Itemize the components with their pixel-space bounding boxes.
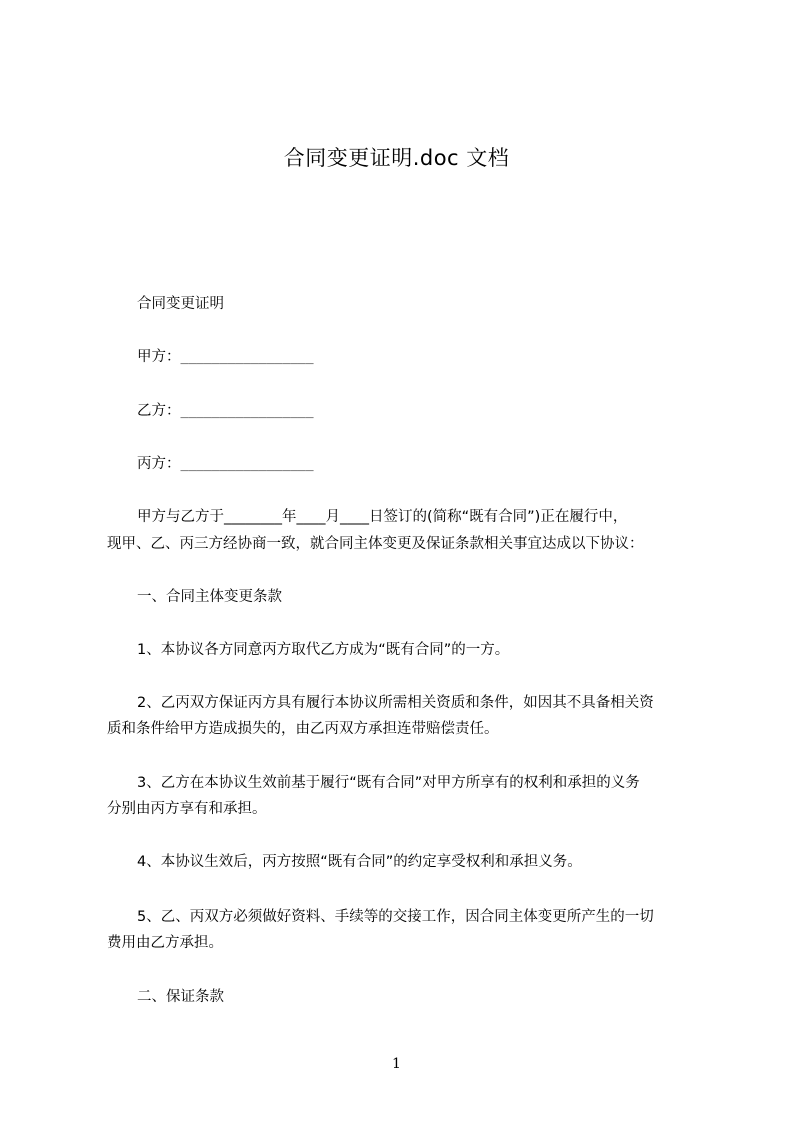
- party-c-field: [137, 452, 314, 473]
- party-a-label: 甲方：: [137, 349, 181, 365]
- party-a-blank: _________________: [180, 350, 314, 365]
- party-c-label: 丙方：: [137, 456, 181, 472]
- document-title: 合同变更证明.doc 文档: [283, 146, 510, 170]
- party-b-label: 乙方：: [137, 403, 181, 419]
- clause-3-line-2: 分别由丙方享有和承担。: [107, 801, 267, 817]
- party-b-blank: _________________: [180, 404, 314, 419]
- intro-paragraph-line-1: 甲方与乙方于________年____月____日签订的(简称“既有合同”)正在履行中，: [137, 509, 628, 525]
- clause-2-line-1: 2、乙丙双方保证丙方具有履行本协议所需相关资质和条件，如因其不具备相关资: [137, 695, 654, 711]
- intro-paragraph-line-2: 现甲、乙、丙三方经协商一致，就合同主体变更及保证条款相关事宜达成以下协议：: [107, 536, 644, 552]
- party-a-field: [137, 345, 314, 366]
- clause-1: 1、本协议各方同意丙方取代乙方成为“既有合同”的一方。: [137, 642, 510, 658]
- party-b-field: [137, 399, 314, 420]
- document-heading: 合同变更证明: [137, 296, 224, 312]
- clause-5-line-2: 费用由乙方承担。: [107, 935, 223, 951]
- clause-5-line-1: 5、乙、丙双方必须做好资料、手续等的交接工作，因合同主体变更所产生的一切: [137, 909, 654, 925]
- section-1-title: 一、合同主体变更条款: [137, 589, 282, 605]
- clause-3-line-1: 3、乙方在本协议生效前基于履行“既有合同”对甲方所享有的权利和承担的义务: [137, 775, 640, 791]
- clause-4: 4、本协议生效后，丙方按照“既有合同”的约定享受权利和承担义务。: [137, 854, 582, 870]
- section-2-title: 二、保证条款: [137, 989, 224, 1005]
- party-c-blank: _________________: [180, 457, 314, 472]
- page-number: 1: [392, 1056, 401, 1072]
- clause-2-line-2: 质和条件给甲方造成损失的，由乙丙双方承担连带赔偿责任。: [107, 721, 499, 737]
